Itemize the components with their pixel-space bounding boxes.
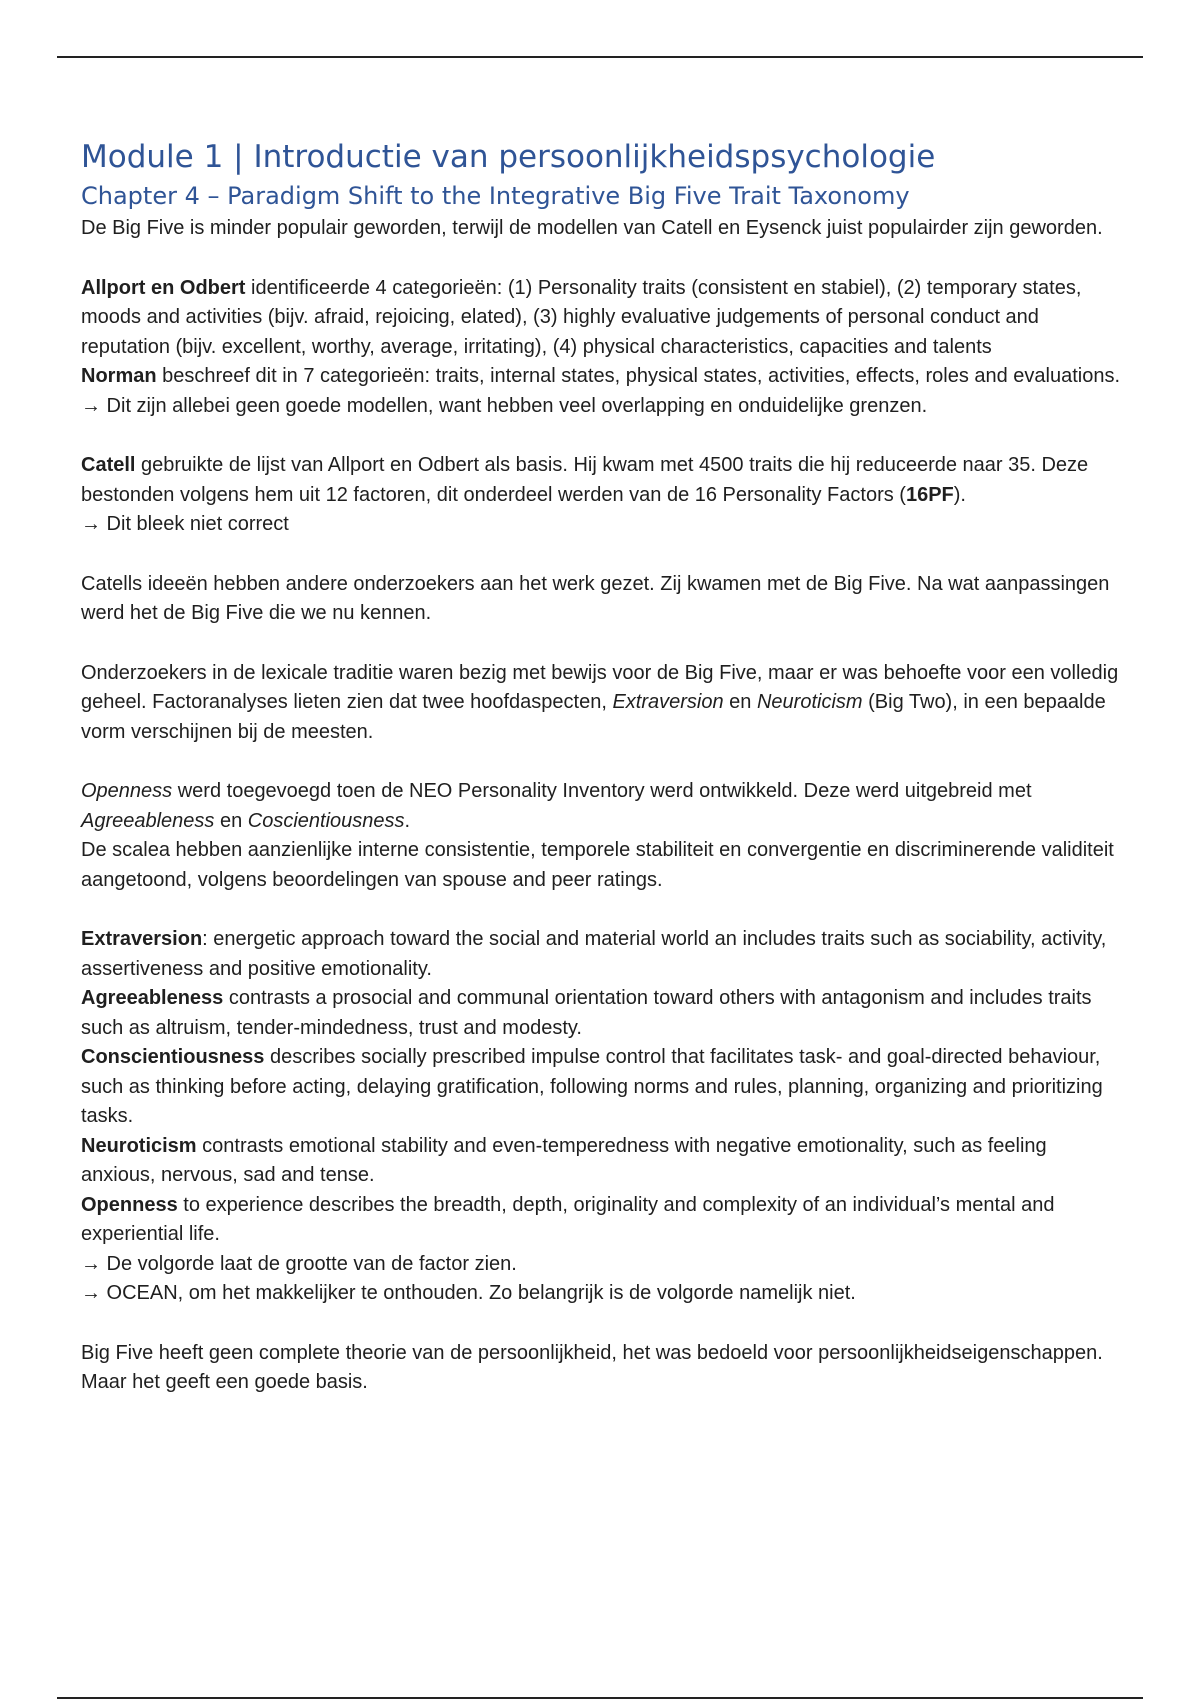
ocean-note: → OCEAN, om het makkelijker te onthouden. Zo belangrijk is de volgorde namelijk niet. [81,1282,856,1304]
intro-paragraph: De Big Five is minder populair geworden, terwijl de modellen van Catell en Eysenck juist populairder zijn geworden. [81,217,1103,239]
allport-note: → Dit zijn allebei geen goede modellen, want hebben veel overlapping en onduidelijke grenzen. [81,394,928,417]
16pf-term: 16PF [905,483,954,506]
allport-paragraph: Allport en Odbert identificeerde 4 categorieën: (1) Personality traits (consistent en stabiel), (2) temporary states, moods and activities (bijv. afraid, rejoicing, elated), (3) highly evaluative judgements of personal conduct and reputation (bijv. excellent, worthy, average, irritating), (4) physical characteristics, capacities and talents [81,276,1082,358]
catell-paragraph: Catell gebruikte de lijst van Allport en Odbert als basis. Hij kwam met 4500 traits die hij reduceerde naar 35. Deze bestonden volgens hem uit 12 factoren, dit onderdeel werden van de 16 Personality Factors (16PF). [81,454,1089,506]
openness-added-paragraph: Openness werd toegevoegd toen de NEO Personality Inventory werd ontwikkeld. Deze werd uitgebreid met Agreeableness en Coscientiousness. [81,780,1032,832]
catell-ideas-paragraph: Catells ideeën hebben andere onderzoekers aan het werk gezet. Zij kwamen met de Big Five. Na wat aanpassingen werd het de Big Five die we nu kennen. [81,572,1110,624]
chapter-title: Chapter 4 – Paradigm Shift to the Integrative Big Five Trait Taxonomy [81,182,910,210]
allport-term: Allport en Odbert [81,276,246,299]
neuroticism-term: Neuroticism [756,691,863,713]
norman-term: Norman [81,365,157,387]
lexical-paragraph: Onderzoekers in de lexicale traditie waren bezig met bewijs voor de Big Five, maar er was behoefte voor een volledig geheel. Factoranalyses lieten zien dat twee hoofdaspecten, Extraversion en Neuroticism (Big Two), in een bepaalde vorm verschijnen bij de meesten. [81,661,1119,743]
bottom-divider [57,1697,1143,1699]
trait-extraversion: Extraversion: energetic approach toward the social and material world an includes traits such as sociability, activity, assertiveness and positive emotionality. [81,928,1107,980]
order-note: → De volgorde laat de grootte van de factor zien. [81,1252,517,1275]
openness-term: Openness [81,780,173,802]
catell-note: → Dit bleek niet correct [81,513,289,535]
top-divider [57,56,1143,58]
trait-conscientiousness: Conscientiousness describes socially prescribed impulse control that facilitates task- and goal-directed behaviour, such as thinking before acting, delaying gratification, following norms and rules, planning, organizing and prioritizing tasks. [81,1046,1103,1127]
conclusion-paragraph: Big Five heeft geen complete theorie van de persoonlijkheid, het was bedoeld voor persoonlijkheidseigenschappen. Maar het geeft een goede basis. [81,1341,1103,1393]
document-body [81,134,1121,1398]
trait-openness: Openness to experience describes the breadth, depth, originality and complexity of an individual’s mental and experiential life. [81,1193,1055,1245]
trait-agreeableness: Agreeableness contrasts a prosocial and communal orientation toward others with antagonism and includes traits such as altruism, tender-mindedness, trust and modesty. [81,987,1092,1039]
coscientiousness-term: Coscientiousness [247,809,405,832]
extraversion-term: Extraversion [612,691,724,713]
norman-paragraph: Norman beschreef dit in 7 categorieën: traits, internal states, physical states, activities, effects, roles and evaluations. [81,365,1121,387]
agreeableness-term: Agreeableness [81,809,215,832]
scales-paragraph: De scalea hebben aanzienlijke interne consistentie, temporele stabiliteit en convergentie en discriminerende validiteit aangetoond, volgens beoordelingen van spouse and peer ratings. [81,839,1114,891]
trait-neuroticism: Neuroticism contrasts emotional stability and even-temperedness with negative emotionality, such as feeling anxious, nervous, sad and tense. [81,1134,1047,1186]
catell-term: Catell [81,454,136,476]
module-title: Module 1 | Introductie van persoonlijkheidspsychologie [81,139,936,175]
